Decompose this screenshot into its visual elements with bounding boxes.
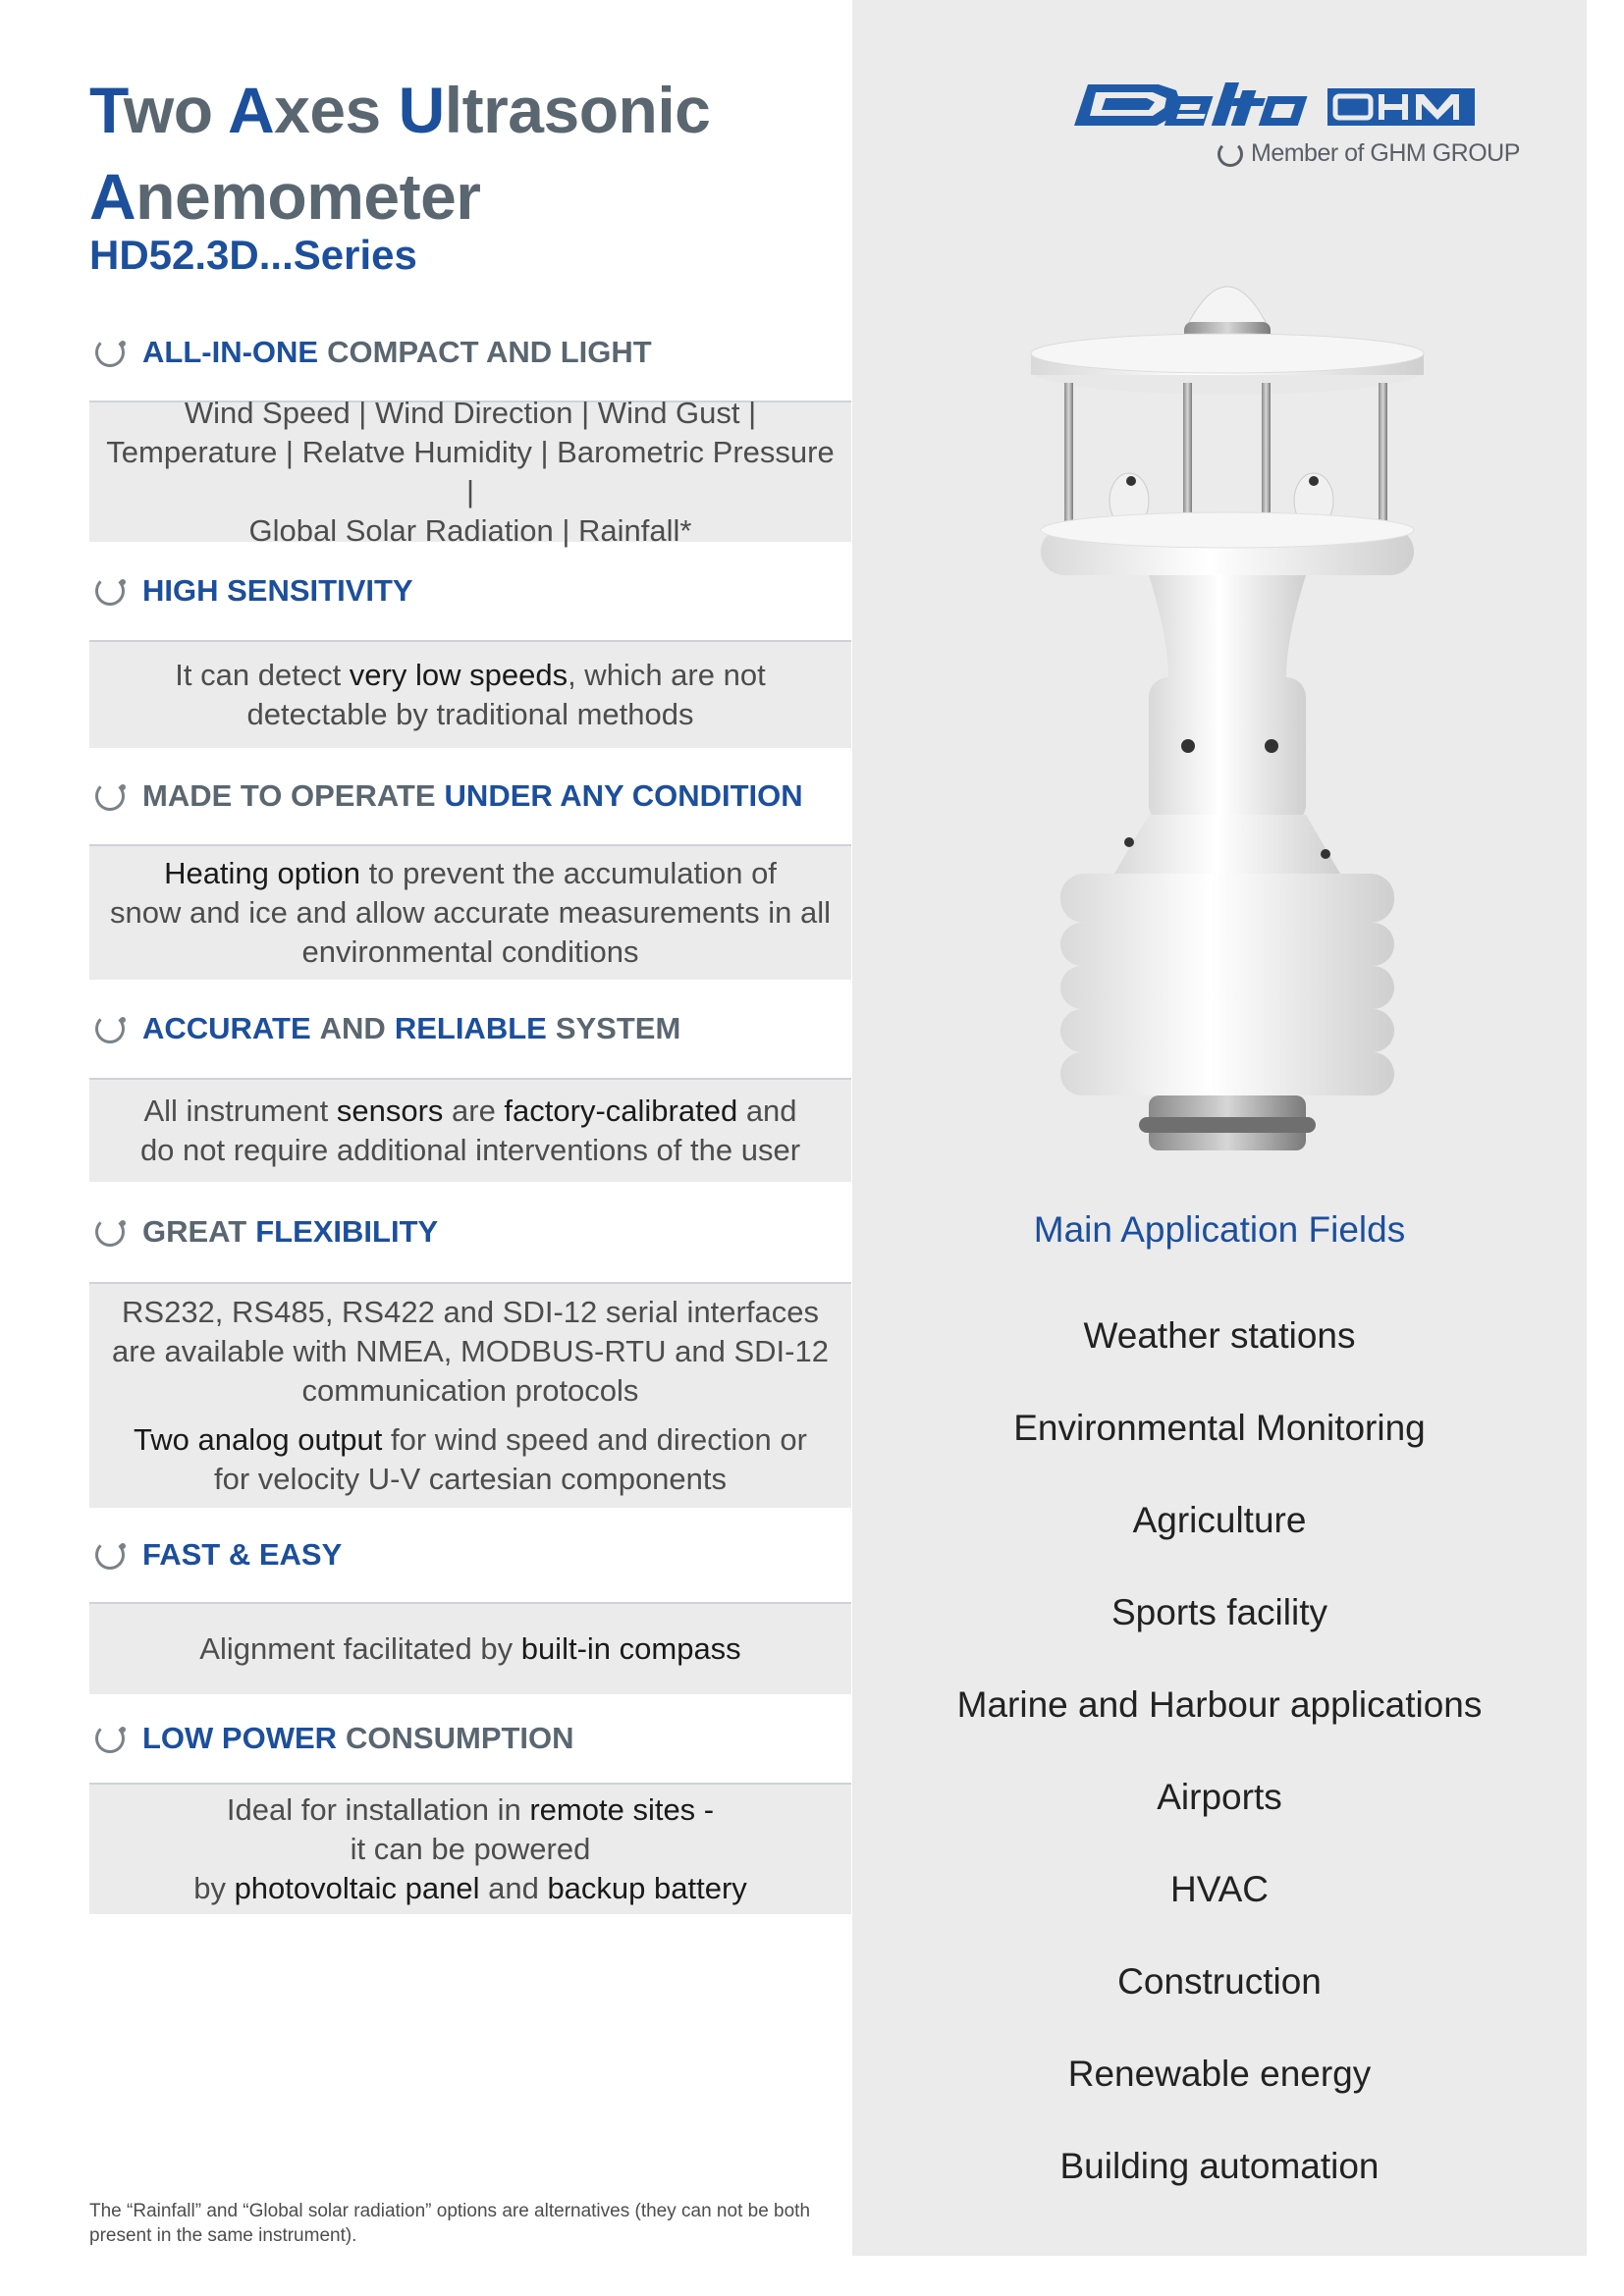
description-text: RS232, RS485, RS422 and SDI-12 serial interfaces bbox=[122, 1295, 819, 1329]
feature-heading bbox=[89, 1508, 851, 1604]
description-text: it can be powered bbox=[350, 1832, 591, 1866]
feature-description bbox=[89, 846, 851, 980]
description-line bbox=[99, 933, 841, 972]
application-item: HVAC bbox=[1169, 1869, 1270, 1909]
title-line-2 bbox=[89, 153, 836, 240]
application-item: Airports bbox=[1157, 1777, 1282, 1817]
application-item: Renewable energy bbox=[1067, 2054, 1372, 2094]
application-item: Marine and Harbour applications bbox=[956, 1684, 1483, 1725]
anemometer-product-image bbox=[1001, 285, 1453, 1168]
title-part: A bbox=[89, 160, 136, 233]
feature-heading bbox=[89, 980, 851, 1080]
description-line bbox=[99, 1371, 841, 1411]
feature-heading bbox=[89, 542, 851, 642]
feature-description bbox=[89, 396, 851, 548]
description-text: Ideal for installation in bbox=[226, 1792, 530, 1827]
highlight-text: very low speeds bbox=[349, 658, 568, 692]
description-line bbox=[99, 1629, 841, 1669]
description-line bbox=[99, 1869, 841, 1908]
feature-heading-text: ACCURATE bbox=[142, 1011, 311, 1045]
description-line bbox=[99, 394, 841, 433]
application-item: Sports facility bbox=[1110, 1592, 1327, 1632]
description-text: are bbox=[443, 1094, 505, 1128]
application-item: Building automation bbox=[1059, 2146, 1380, 2186]
applications-title: Main Application Fields bbox=[1033, 1209, 1406, 1250]
feature-heading-text: UNDER ANY CONDITION bbox=[444, 778, 803, 813]
description-text: communication protocols bbox=[301, 1373, 639, 1408]
logo-mark bbox=[1074, 82, 1475, 126]
feature-description bbox=[89, 1080, 851, 1182]
title-part: A bbox=[227, 74, 275, 146]
description-line bbox=[99, 433, 841, 511]
description-text: Global Solar Radiation | Rainfall* bbox=[248, 513, 692, 548]
description-line bbox=[99, 893, 841, 933]
description-text: for wind speed and direction or bbox=[382, 1422, 807, 1457]
ring-bullet-icon bbox=[95, 1724, 125, 1753]
ring-bullet-icon bbox=[95, 576, 125, 606]
feature-heading-text: MADE TO OPERATE bbox=[142, 778, 436, 813]
description-line bbox=[99, 1420, 841, 1460]
feature-heading bbox=[89, 304, 851, 402]
highlight-text: backup battery bbox=[547, 1871, 747, 1905]
feature-heading-text: RELIABLE bbox=[394, 1011, 547, 1045]
feature-description bbox=[89, 1604, 851, 1694]
feature-description bbox=[89, 1284, 851, 1508]
title-line-1 bbox=[89, 67, 836, 153]
ring-bullet-icon bbox=[95, 1014, 125, 1043]
ring-bullet-icon bbox=[95, 1540, 125, 1570]
description-text: do not require additional interventions of the user bbox=[139, 1133, 801, 1167]
description-line bbox=[99, 656, 841, 695]
description-text: and bbox=[479, 1871, 548, 1905]
series-subtitle: HD52.3D...Series bbox=[89, 232, 417, 278]
feature-heading bbox=[89, 748, 851, 846]
description-line bbox=[99, 854, 841, 893]
description-text: Temperature | Relatve Humidity | Barometric Pressure | bbox=[106, 435, 835, 508]
feature-description bbox=[89, 1785, 851, 1914]
title-part: nemometer bbox=[135, 160, 481, 233]
description-line bbox=[99, 695, 841, 734]
description-line bbox=[99, 1830, 841, 1869]
description-text: Wind Speed | Wind Direction | Wind Gust | bbox=[184, 396, 757, 430]
description-line bbox=[99, 1131, 841, 1170]
member-of-ghm bbox=[1218, 139, 1520, 168]
member-text: Member of GHM GROUP bbox=[1251, 139, 1520, 167]
description-text: for velocity U-V cartesian components bbox=[213, 1462, 728, 1496]
highlight-text: sensors bbox=[336, 1094, 444, 1128]
application-item: Environmental Monitoring bbox=[1013, 1408, 1426, 1448]
feature-heading-text: COMPACT AND LIGHT bbox=[327, 335, 652, 369]
description-text: , which are not bbox=[568, 658, 766, 692]
description-line bbox=[99, 1332, 841, 1371]
description-text: to prevent the accumulation of bbox=[360, 856, 777, 890]
highlight-text: Heating option bbox=[164, 856, 360, 890]
application-item: Weather stations bbox=[1083, 1315, 1356, 1356]
title-part: ltrasonic bbox=[444, 74, 711, 146]
description-text: Alignment facilitated by bbox=[199, 1631, 521, 1666]
title-part: wo bbox=[123, 74, 228, 146]
feature-heading bbox=[89, 1694, 851, 1785]
description-line bbox=[99, 1293, 841, 1332]
application-item: Construction bbox=[1117, 1961, 1322, 2002]
highlight-text: factory-calibrated bbox=[504, 1094, 738, 1128]
highlight-text: Two analog output bbox=[134, 1422, 383, 1457]
ghm-ring-icon bbox=[1218, 141, 1243, 167]
description-line bbox=[99, 1790, 841, 1830]
footnote: The “Rainfall” and “Global solar radiation” options are alternatives (they can not be both present in the same instrument). bbox=[89, 2201, 811, 2246]
highlight-text: built-in compass bbox=[520, 1631, 741, 1666]
application-item: Agriculture bbox=[1132, 1500, 1307, 1540]
feature-heading-text: SYSTEM bbox=[555, 1011, 681, 1045]
feature-heading-text: CONSUMPTION bbox=[346, 1721, 574, 1755]
feature-heading-text: FLEXIBILITY bbox=[255, 1214, 439, 1249]
highlight-text: remote sites - bbox=[529, 1792, 715, 1827]
feature-heading bbox=[89, 1182, 851, 1284]
description-line bbox=[99, 1460, 841, 1499]
highlight-text: photovoltaic panel bbox=[234, 1871, 480, 1905]
document-title bbox=[89, 67, 836, 240]
feature-heading-text: FAST & EASY bbox=[142, 1537, 343, 1572]
title-part: U bbox=[398, 74, 445, 146]
description-text: All instrument bbox=[143, 1094, 337, 1128]
feature-heading-text: ALL-IN-ONE bbox=[142, 335, 319, 369]
description-text: detectable by traditional methods bbox=[246, 697, 694, 731]
feature-heading-text: HIGH SENSITIVITY bbox=[142, 573, 413, 608]
feature-heading-text: LOW POWER bbox=[142, 1721, 338, 1755]
feature-heading-text: AND bbox=[319, 1011, 386, 1045]
ring-bullet-icon bbox=[95, 1217, 125, 1247]
description-text: and bbox=[737, 1094, 797, 1128]
ring-bullet-icon bbox=[95, 781, 125, 811]
description-text: environmental conditions bbox=[301, 934, 639, 969]
description-text: snow and ice and allow accurate measurements in all bbox=[109, 895, 832, 930]
description-line bbox=[99, 1092, 841, 1131]
description-text: are available with NMEA, MODBUS-RTU and SDI-12 bbox=[112, 1334, 829, 1368]
description-text: It can detect bbox=[175, 658, 350, 692]
title-part: xes bbox=[274, 74, 399, 146]
feature-heading-text: GREAT bbox=[142, 1214, 247, 1249]
description-text: by bbox=[193, 1871, 235, 1905]
title-part: T bbox=[89, 74, 124, 146]
ring-bullet-icon bbox=[95, 338, 125, 367]
feature-description bbox=[89, 642, 851, 748]
